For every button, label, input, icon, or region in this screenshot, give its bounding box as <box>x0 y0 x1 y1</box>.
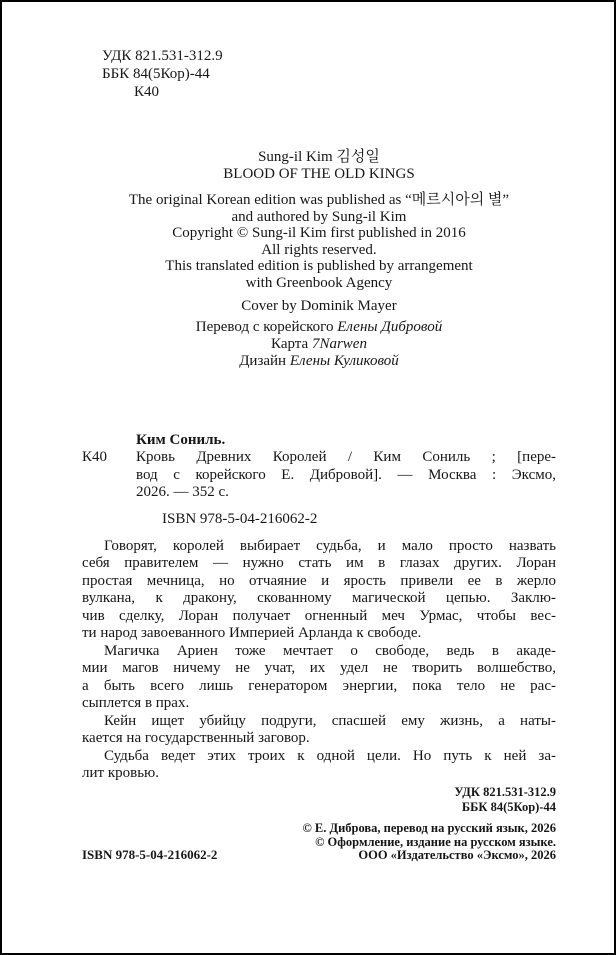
top-bibliographic-codes <box>102 47 556 101</box>
annotation-line: мии магов ничему не учат, их удел не творить волшебство, <box>82 660 556 677</box>
credit-name: 7Narwen <box>311 335 367 352</box>
card-author-sign: К40 <box>82 449 108 466</box>
isbn-bottom: ISBN 978-5-04-216062-2 <box>82 847 218 862</box>
credit-label: Карта <box>271 335 309 352</box>
copyright-line: © Е. Диброва, перевод на русский язык, 2026 <box>302 821 556 835</box>
rights-line: This translated edition is published by arrangement <box>165 258 473 275</box>
copyright-block <box>302 822 556 863</box>
isbn-middle: ISBN 978-5-04-216062-2 <box>162 510 318 527</box>
annotation-line: ти народ завоеванного Империей Арланда к свободе. <box>82 625 422 642</box>
annotation-line: себя правителем — нужно стать им в глазах других. Лоран <box>82 555 556 572</box>
rights-line: All rights reserved. <box>261 241 377 258</box>
credit-label: Дизайн <box>239 352 287 369</box>
annotation-line: чив сделку, Лоран получает огненный меч Урмас, чтобы вес- <box>82 607 556 624</box>
text-column <box>2 2 614 815</box>
annotation-line: Говорят, королей выбирает судьба, и мало просто назвать <box>104 537 556 554</box>
card-line: вод с корейского Е. Дибровой]. — Москва : Эксмо, <box>136 466 556 483</box>
annotation-line: Судьба ведет этих троих к одной цели. Но путь к ней за- <box>104 747 556 764</box>
credit-translation <box>82 319 556 336</box>
card-line: 2026. — 352 с. <box>136 484 229 501</box>
card-author: Ким Сониль. <box>136 431 226 448</box>
credit-design <box>82 353 556 370</box>
annotation-line: лит кровью. <box>82 765 159 782</box>
copyright-line: ООО «Издательство «Эксмо», 2026 <box>358 848 556 862</box>
annotation-line: Кейн ищет убийцу подруги, спасшей ему жизнь, а наты- <box>104 712 556 729</box>
bbk-code-right: ББК 84(5Кор)-44 <box>461 799 556 814</box>
annotation-line: а быть всего лишь генератором энергии, пока тело не рас- <box>82 677 556 694</box>
rights-statement <box>82 192 556 292</box>
credit-name: Елены Куликовой <box>289 352 399 369</box>
rights-line: and authored by Sung-il Kim <box>231 208 407 225</box>
credit-map <box>82 336 556 353</box>
credit-label: Перевод с корейского <box>195 318 334 335</box>
original-title: BLOOD OF THE OLD KINGS <box>223 166 415 182</box>
udk-code-top: УДК 821.531-312.9 <box>102 48 223 64</box>
udk-code-right: УДК 821.531-312.9 <box>454 784 556 799</box>
annotation-line: вулкана, к дракону, скованному магической цепью. Заклю- <box>82 590 556 607</box>
annotation-line: простая мечница, но отчаяние и ярость привели ее в жерло <box>82 572 556 589</box>
catalog-card <box>82 432 556 502</box>
title-block <box>82 149 556 183</box>
annotation-line: кается на государственный заговор. <box>82 730 310 747</box>
rights-line: with Greenbook Agency <box>245 274 393 291</box>
rights-line: The original Korean edition was published as “메르시아의 별” <box>128 192 510 208</box>
edition-credits <box>82 319 556 370</box>
cover-credit: Cover by Dominik Mayer <box>241 297 397 314</box>
annotation <box>82 538 556 783</box>
bbk-code-top: ББК 84(5Кор)-44 <box>102 66 210 82</box>
copyright-line: © Оформление, издание на русском языке. <box>315 834 556 849</box>
author-sign-code: К40 <box>134 84 160 100</box>
rights-line: Copyright © Sung-il Kim first published in 2016 <box>172 225 466 242</box>
annotation-line: Магичка Ариен тоже мечтает о свободе, ведь в акаде- <box>104 642 556 659</box>
original-author-line: Sung-il Kim 김성일 <box>258 149 380 165</box>
credit-name: Елены Дибровой <box>337 318 443 335</box>
annotation-line: сыплется в прах. <box>82 695 190 712</box>
card-description <box>136 449 556 502</box>
bottom-bibliographic-codes <box>82 785 556 815</box>
card-line: Кровь Древних Королей / Ким Сониль ; [пере- <box>136 449 556 466</box>
